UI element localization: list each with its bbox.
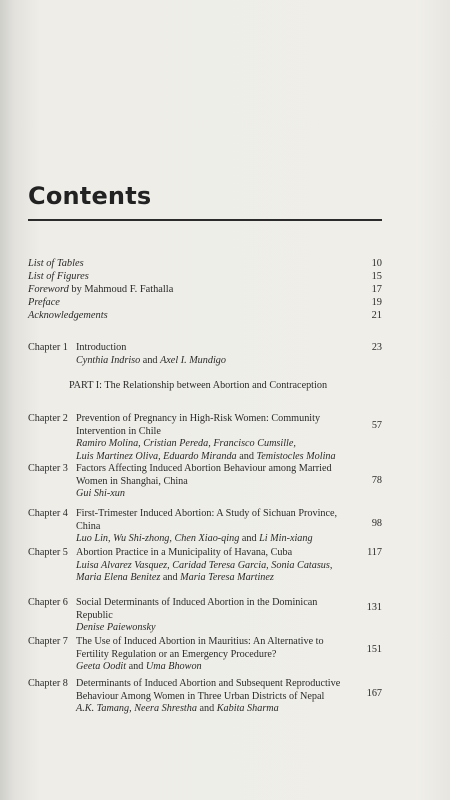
chapter-title: Determinants of Induced Abortion and Subsequent Reproductive Behaviour Among Women in Three Urban Districts of Nepal [76, 678, 341, 702]
toc-entry-page: 10 [371, 258, 382, 269]
toc-entry-acknowledgements [28, 309, 382, 322]
author-conjunction: and [236, 450, 257, 462]
author: Maria Elena Benitez [76, 572, 161, 583]
chapter-authors: Gui Shi-xun [76, 488, 125, 499]
chapter-label: Chapter 1 [28, 342, 68, 353]
author: Cynthia Indriso [76, 354, 141, 366]
chapter-title: Social Determinants of Induced Abortion in the Dominican Republic [76, 597, 318, 621]
chapter-label: Chapter 4 [28, 508, 68, 519]
chapter-authors: Denise Paiewonsky [76, 622, 156, 633]
chapter-authors [76, 661, 346, 674]
chapter-authors: Ramiro Molina, Cristian Pereda, Francisco Cumsille, [76, 438, 296, 449]
author-conjunction: and [126, 661, 146, 672]
toc-entry-title: List of Tables [28, 258, 84, 269]
chapter-page: 23 [371, 342, 382, 353]
chapter-label: Chapter 3 [28, 463, 68, 474]
author: Maria Teresa Martinez [180, 572, 274, 583]
chapter-authors [76, 703, 346, 716]
toc-entry-title-italic: Foreword [28, 284, 69, 295]
author: Axel I. Mundigo [160, 354, 226, 366]
toc-entry-page: 17 [371, 284, 382, 295]
chapter-title: Introduction [76, 342, 127, 353]
chapter-page: 167 [366, 688, 382, 699]
chapter-authors [76, 533, 346, 546]
author: Temistocles Molina [256, 450, 336, 462]
chapter-authors: Luisa Alvarez Vasquez, Caridad Teresa Garcia, Sonia Catasus, [76, 559, 333, 571]
toc-entry-foreword [28, 283, 382, 296]
toc-entry-title: Preface [28, 297, 60, 308]
chapter-title: The Use of Induced Abortion in Mauritius: An Alternative to Fertility Regulation or an Emergency Procedure? [76, 636, 324, 660]
chapter-label: Chapter 5 [28, 547, 68, 558]
toc-entry-page: 21 [371, 310, 382, 321]
chapter-authors [76, 572, 346, 585]
chapter-label: Chapter 2 [28, 413, 68, 424]
chapter-title: Abortion Practice in a Municipality of Havana, Cuba [76, 547, 293, 558]
chapter-authors [76, 451, 346, 464]
toc-entry-title: Acknowledgements [28, 310, 108, 321]
toc-entry-page: 15 [371, 271, 382, 282]
author-conjunction: and [140, 354, 161, 366]
chapter-authors [76, 355, 346, 368]
chapter-page: 57 [371, 420, 382, 431]
chapter-label: Chapter 7 [28, 636, 68, 647]
chapter-title: First-Trimester Induced Abortion: A Study of Sichuan Province, China [76, 508, 338, 532]
toc-entry-title: List of Figures [28, 271, 89, 282]
author: A.K. Tamang, Neera Shrestha [76, 703, 197, 714]
author-conjunction: and [160, 572, 181, 583]
author: Geeta Oodit [76, 661, 127, 672]
part-heading: PART I: The Relationship between Abortion and Contraception [68, 380, 328, 391]
chapter-title: Factors Affecting Induced Abortion Behaviour among Married Women in Shanghai, China [76, 463, 332, 487]
toc-entry-title [28, 283, 173, 296]
toc-entry-list-of-figures [28, 270, 382, 283]
chapter-page: 151 [366, 644, 382, 655]
chapter-page: 78 [371, 475, 382, 486]
author: Uma Bhowon [145, 661, 202, 672]
contents-heading: Contents [28, 182, 152, 210]
heading-rule [28, 219, 382, 221]
author: Li Min-xiang [259, 533, 313, 544]
author-conjunction: and [239, 533, 260, 544]
chapter-title: Prevention of Pregnancy in High-Risk Women: Community Intervention in Chile [76, 413, 321, 437]
toc-entry-list-of-tables [28, 257, 382, 270]
toc-entry-preface [28, 296, 382, 309]
chapter-label: Chapter 6 [28, 597, 68, 608]
chapter-page: 117 [367, 547, 382, 558]
author: Luo Lin, Wu Shi-zhong, Chen Xiao-qing [76, 533, 240, 544]
chapter-label: Chapter 8 [28, 678, 68, 689]
author: Luis Martinez Oliva, Eduardo Miranda [76, 450, 237, 462]
author: Kabita Sharma [216, 703, 279, 714]
toc-entry-page: 19 [371, 297, 382, 308]
toc-entry-title-rest: by Mahmoud F. Fathalla [68, 284, 174, 295]
chapter-page: 131 [366, 602, 382, 613]
chapter-page: 98 [371, 518, 382, 529]
author-conjunction: and [196, 703, 217, 714]
